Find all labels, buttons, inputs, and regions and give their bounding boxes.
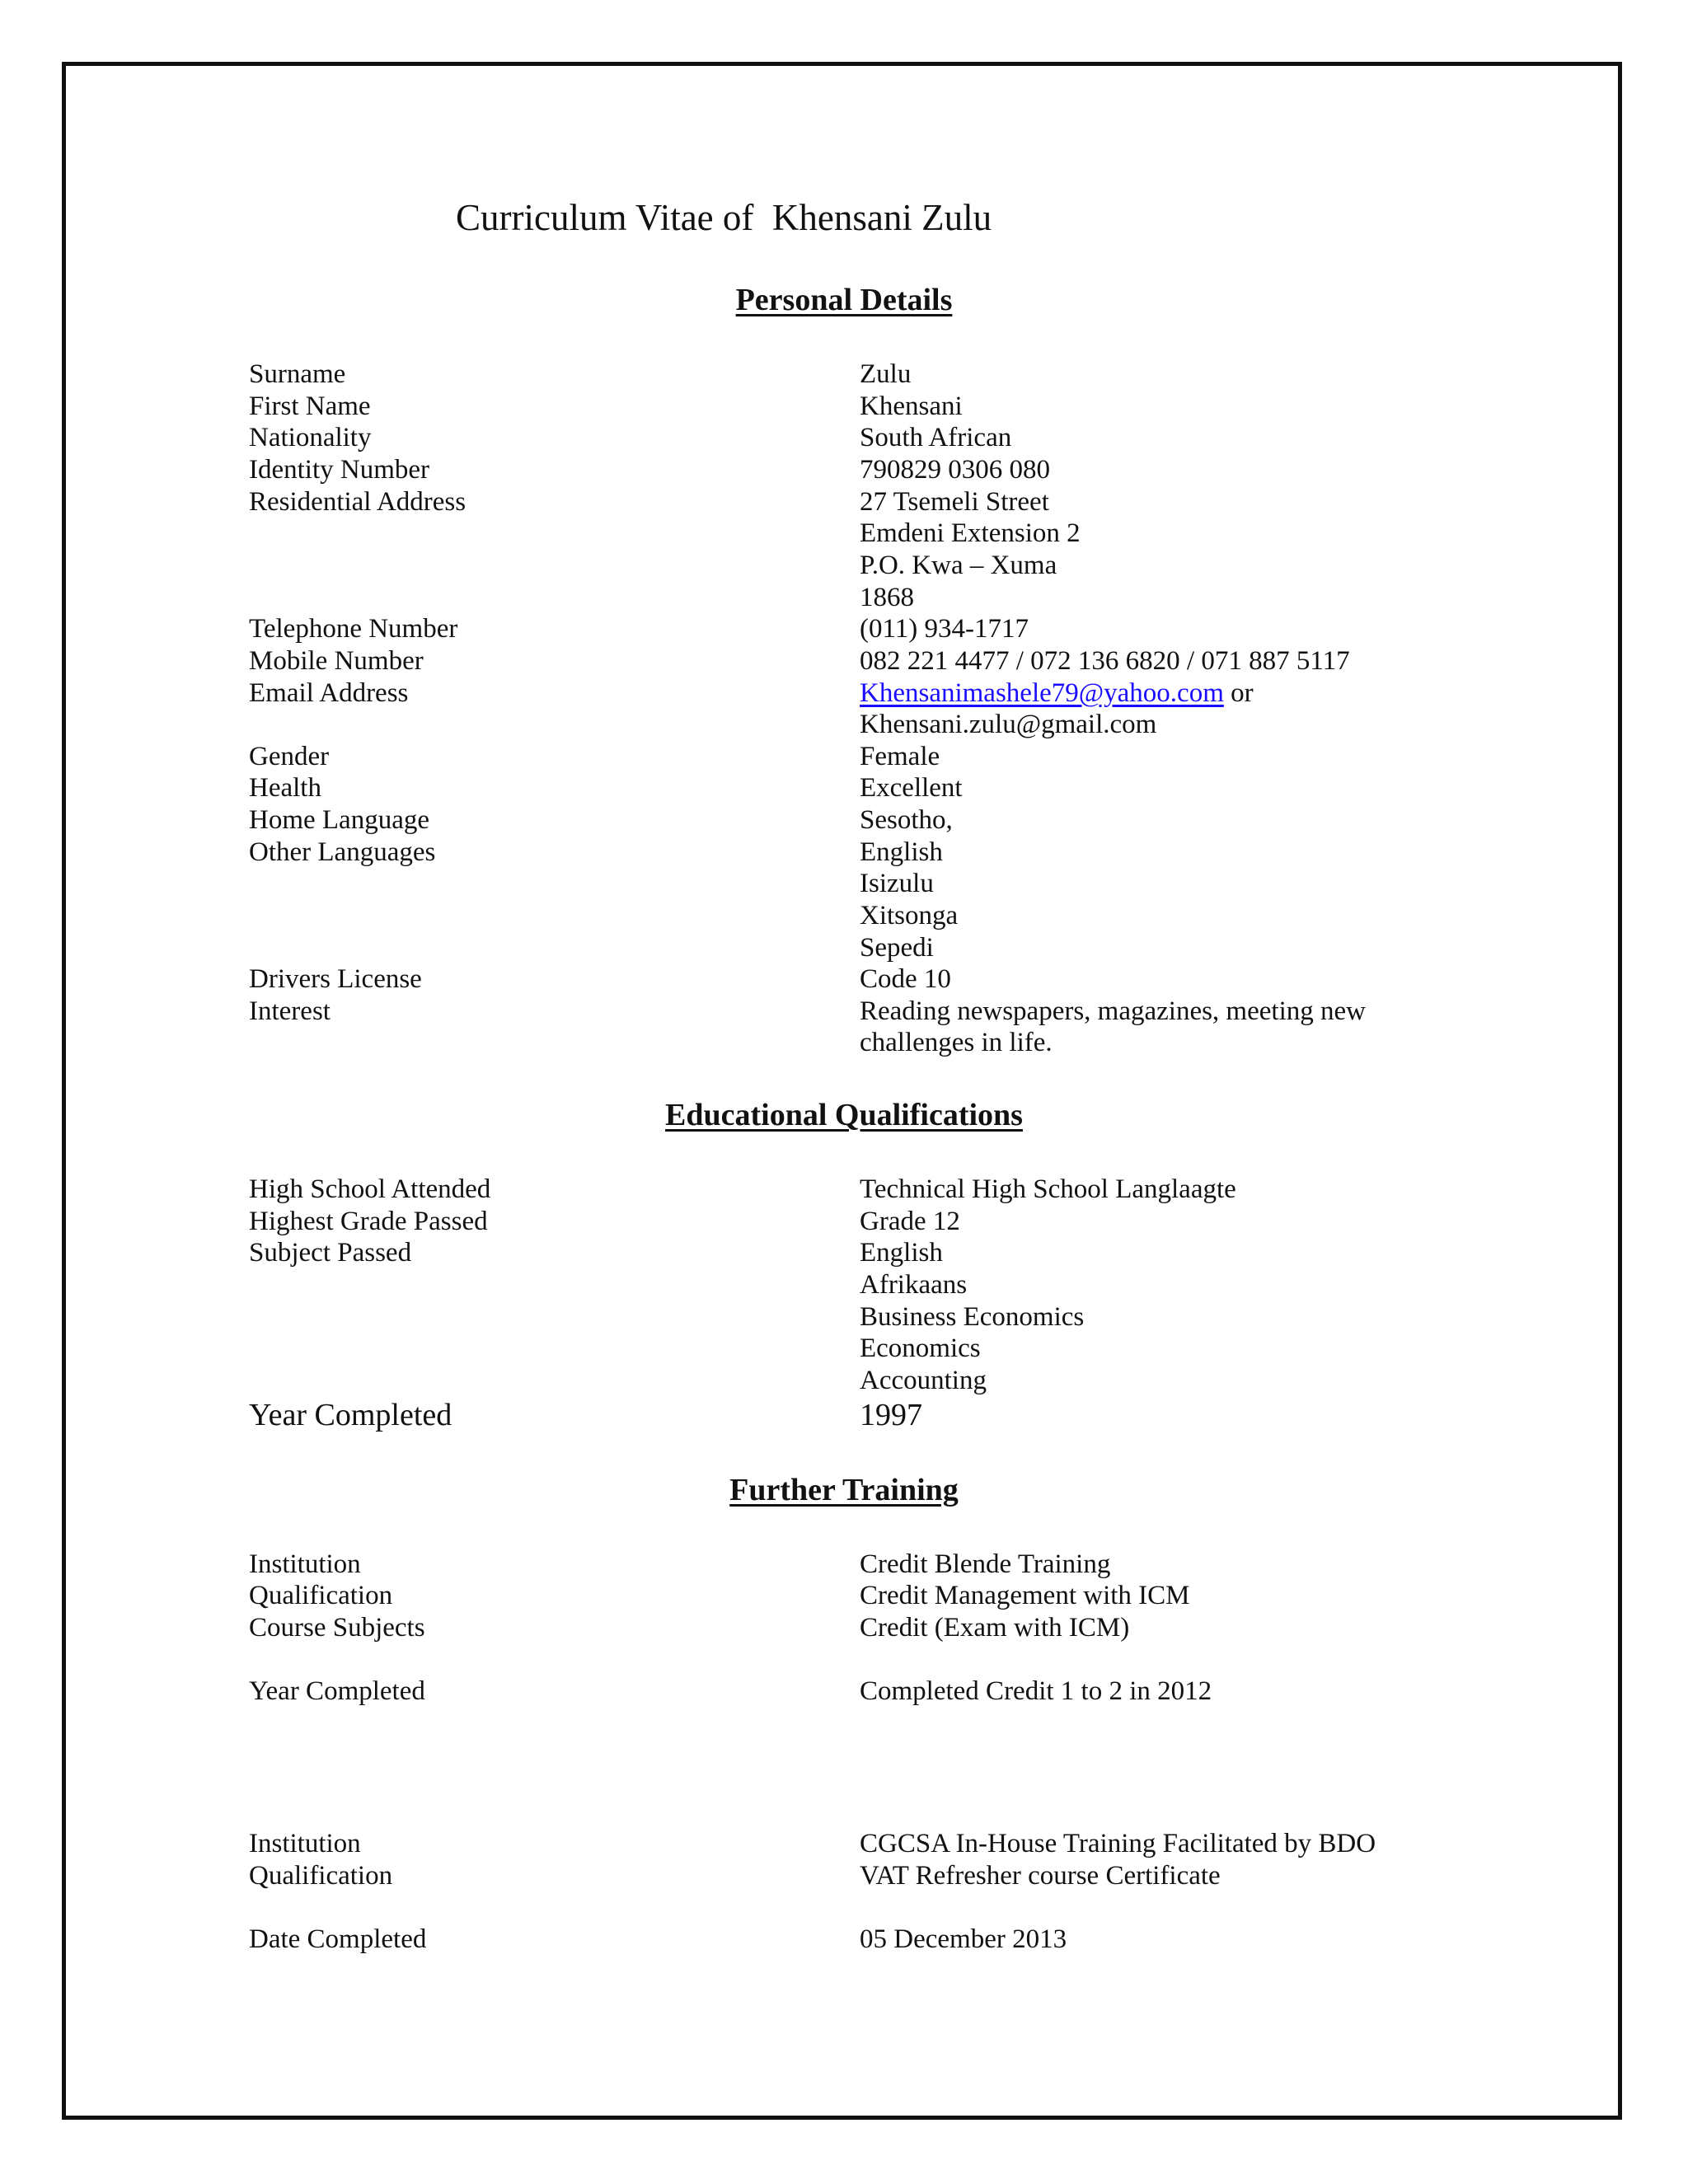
language-item: Xitsonga [860, 901, 959, 930]
first-name-value: Khensani [860, 391, 963, 421]
education-heading: Educational Qualifications [665, 1098, 1023, 1132]
interest-label: Interest [249, 996, 331, 1026]
nationality-label: Nationality [249, 423, 372, 452]
subjects-passed-label: Subject Passed [249, 1238, 412, 1268]
training-year-label: Year Completed [249, 1676, 425, 1706]
email-joiner: or [1223, 678, 1254, 708]
qualification-value: VAT Refresher course Certificate [860, 1861, 1221, 1891]
address-line: 27 Tsemeli Street [860, 487, 1049, 517]
year-completed-value: 1997 [860, 1398, 922, 1432]
home-language-value: Sesotho, [860, 805, 953, 835]
surname-value: Zulu [860, 359, 912, 389]
subject-item: Business Economics [860, 1302, 1085, 1332]
highest-grade-value: Grade 12 [860, 1207, 960, 1236]
further-training-heading: Further Training [729, 1473, 959, 1507]
email-line [860, 677, 1254, 710]
interest-line: challenges in life. [860, 1028, 1053, 1057]
high-school-value: Technical High School Langlaagte [860, 1174, 1236, 1204]
first-name-label: First Name [249, 391, 371, 421]
health-value: Excellent [860, 773, 963, 803]
address-line: P.O. Kwa – Xuma [860, 551, 1057, 580]
personal-details-heading: Personal Details [735, 283, 953, 317]
training-year-value: Completed Credit 1 to 2 in 2012 [860, 1676, 1212, 1706]
home-language-label: Home Language [249, 805, 429, 835]
residential-address-label: Residential Address [249, 487, 467, 517]
qualification-label: Qualification [249, 1581, 393, 1610]
institution-value: Credit Blende Training [860, 1549, 1111, 1579]
identity-number-value: 790829 0306 080 [860, 455, 1050, 485]
date-completed-value: 05 December 2013 [860, 1924, 1067, 1954]
institution-value: CGCSA In-House Training Facilitated by BDO [860, 1829, 1376, 1858]
identity-number-label: Identity Number [249, 455, 430, 485]
subject-item: Afrikaans [860, 1270, 968, 1300]
language-item: Isizulu [860, 869, 934, 898]
mobile-label: Mobile Number [249, 646, 424, 676]
mobile-value: 082 221 4477 / 072 136 6820 / 071 887 5117 [860, 646, 1350, 676]
year-completed-label: Year Completed [249, 1398, 452, 1432]
telephone-value: (011) 934-1717 [860, 614, 1029, 644]
email-secondary: Khensani.zulu@gmail.com [860, 710, 1157, 739]
email-link[interactable]: Khensanimashele79@yahoo.com [860, 678, 1224, 708]
high-school-label: High School Attended [249, 1174, 491, 1204]
subject-item: Accounting [860, 1366, 987, 1395]
email-label: Email Address [249, 678, 409, 708]
highest-grade-label: Highest Grade Passed [249, 1207, 488, 1236]
address-line: 1868 [860, 583, 914, 612]
health-label: Health [249, 773, 321, 803]
qualification-label: Qualification [249, 1861, 393, 1891]
course-subjects-label: Course Subjects [249, 1613, 425, 1643]
address-line: Emdeni Extension 2 [860, 518, 1081, 548]
institution-label: Institution [249, 1829, 361, 1858]
language-item: English [860, 837, 943, 867]
language-item: Sepedi [860, 933, 934, 963]
interest-line: Reading newspapers, magazines, meeting new [860, 996, 1366, 1026]
surname-label: Surname [249, 359, 346, 389]
subject-item: English [860, 1238, 943, 1268]
institution-label: Institution [249, 1549, 361, 1579]
qualification-value: Credit Management with ICM [860, 1581, 1190, 1610]
subject-item: Economics [860, 1333, 981, 1363]
gender-label: Gender [249, 742, 330, 771]
gender-value: Female [860, 742, 940, 771]
telephone-label: Telephone Number [249, 614, 458, 644]
document-title: Curriculum Vitae of Khensani Zulu [456, 197, 992, 238]
drivers-license-label: Drivers License [249, 964, 422, 994]
other-languages-label: Other Languages [249, 837, 436, 867]
nationality-value: South African [860, 423, 1012, 452]
drivers-license-value: Code 10 [860, 964, 951, 994]
date-completed-label: Date Completed [249, 1924, 427, 1954]
course-subjects-value: Credit (Exam with ICM) [860, 1613, 1130, 1643]
